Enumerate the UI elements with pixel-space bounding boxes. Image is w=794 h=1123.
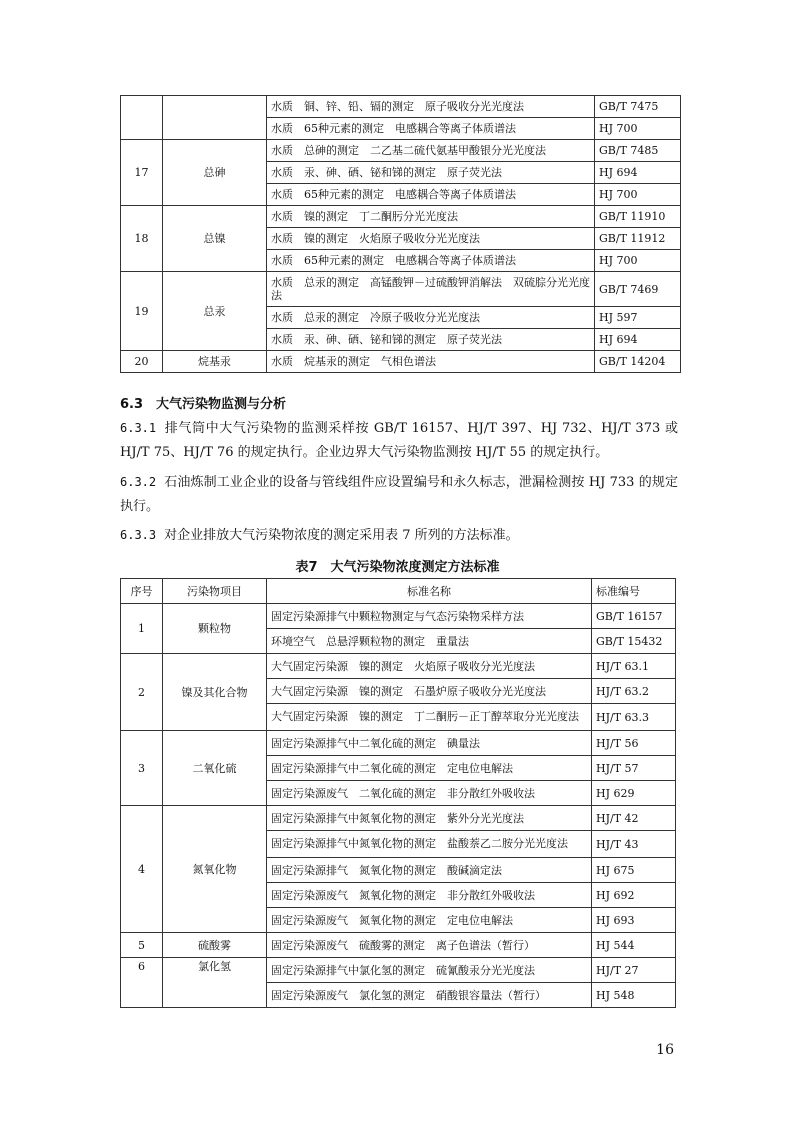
clause-text: 对企业排放大气污染物浓度的测定采用表 7 所列的方法标准。: [164, 528, 519, 543]
item-cell: 颗粒物: [163, 604, 267, 654]
item-cell: 总镍: [163, 206, 267, 272]
section-title: 大气污染物监测与分析: [156, 397, 287, 412]
item-cell: 二氧化硫: [163, 731, 267, 806]
table-caption: 表7 大气污染物浓度测定方法标准: [295, 560, 500, 575]
table-row: [121, 272, 681, 307]
method-cell: 水质 铜、锌、铅、镉的测定 原子吸收分光光度法: [267, 96, 595, 118]
table-row: [121, 206, 681, 228]
item-cell: 总汞: [163, 272, 267, 351]
standard-name-cell: 大气固定污染源 镍的测定 火焰原子吸收分光光度法: [267, 654, 592, 679]
standard-code-cell: HJ/T 43: [592, 831, 676, 858]
standard-name-cell: 固定污染源排气 氮氧化物的测定 酸碱滴定法: [267, 858, 592, 883]
method-cell: 水质 总汞的测定 冷原子吸收分光光度法: [267, 307, 595, 329]
item-cell: 总砷: [163, 140, 267, 206]
air-pollutant-methods-table: [120, 578, 676, 1008]
method-cell: 水质 65种元素的测定 电感耦合等离子体质谱法: [267, 118, 595, 140]
standard-code-cell: HJ/T 63.3: [592, 704, 676, 731]
standard-code-cell: HJ/T 63.2: [592, 679, 676, 704]
code-cell: HJ 694: [595, 162, 681, 184]
method-cell: 水质 65种元素的测定 电感耦合等离子体质谱法: [267, 250, 595, 272]
standard-code-cell: HJ/T 56: [592, 731, 676, 756]
paragraph-6-3-2: [120, 470, 678, 519]
code-cell: HJ 694: [595, 329, 681, 351]
code-cell: HJ 700: [595, 118, 681, 140]
method-cell: 水质 65种元素的测定 电感耦合等离子体质谱法: [267, 184, 595, 206]
serial-cell: 20: [121, 351, 163, 373]
table-row: [121, 654, 676, 679]
standard-code-cell: HJ 692: [592, 883, 676, 908]
standard-name-cell: 固定污染源排气中颗粒物测定与气态污染物采样方法: [267, 604, 592, 629]
standard-name-cell: 固定污染源排气中二氧化硫的测定 碘量法: [267, 731, 592, 756]
clause-number: 6.3.1: [120, 421, 157, 435]
item-cell: 硫酸雾: [163, 933, 267, 958]
header-standard-code: 标准编号: [592, 579, 676, 604]
serial-cell: 3: [121, 731, 163, 806]
code-cell: GB/T 11910: [595, 206, 681, 228]
code-cell: GB/T 11912: [595, 228, 681, 250]
paragraph-6-3-1: [120, 416, 678, 465]
table-row: [121, 351, 681, 373]
standard-code-cell: HJ 548: [592, 983, 676, 1008]
table-row: [121, 933, 676, 958]
serial-cell: 1: [121, 604, 163, 654]
code-cell: GB/T 7469: [595, 272, 681, 307]
code-cell: HJ 700: [595, 250, 681, 272]
method-cell: 水质 烷基汞的测定 气相色谱法: [267, 351, 595, 373]
method-cell: 水质 镍的测定 火焰原子吸收分光光度法: [267, 228, 595, 250]
standard-name-cell: 固定污染源废气 硫酸雾的测定 离子色谱法（暂行）: [267, 933, 592, 958]
clause-text: 石油炼制工业企业的设备与管线组件应设置编号和永久标志，泄漏检测按 HJ 733 的规定执行。: [120, 475, 678, 514]
standard-name-cell: 固定污染源废气 氮氧化物的测定 定电位电解法: [267, 908, 592, 933]
standard-name-cell: 固定污染源废气 氮氧化物的测定 非分散红外吸收法: [267, 883, 592, 908]
method-cell: 水质 汞、砷、硒、铋和锑的测定 原子荧光法: [267, 162, 595, 184]
standard-name-cell: 环境空气 总悬浮颗粒物的测定 重量法: [267, 629, 592, 654]
item-cell: 氮氧化物: [163, 806, 267, 933]
standard-name-cell: 固定污染源排气中氮氧化物的测定 紫外分光光度法: [267, 806, 592, 831]
header-item: 污染物项目: [163, 579, 267, 604]
standard-code-cell: HJ 675: [592, 858, 676, 883]
table-row: [121, 806, 676, 831]
table-row: [121, 140, 681, 162]
code-cell: GB/T 14204: [595, 351, 681, 373]
method-cell: 水质 总砷的测定 二乙基二硫代氨基甲酸银分光光度法: [267, 140, 595, 162]
standard-code-cell: HJ 544: [592, 933, 676, 958]
standard-code-cell: HJ/T 57: [592, 756, 676, 781]
item-cell: 镍及其化合物: [163, 654, 267, 731]
standard-code-cell: HJ 629: [592, 781, 676, 806]
page-number: 16: [656, 1042, 674, 1058]
serial-cell: 18: [121, 206, 163, 272]
code-cell: HJ 700: [595, 184, 681, 206]
standard-code-cell: HJ 693: [592, 908, 676, 933]
serial-cell: 6: [121, 958, 163, 1008]
header-standard-name: 标准名称: [267, 579, 592, 604]
table-row: [121, 958, 676, 983]
table-header-row: [121, 579, 676, 604]
serial-cell: 17: [121, 140, 163, 206]
serial-cell: 4: [121, 806, 163, 933]
serial-cell: 19: [121, 272, 163, 351]
item-cell: 烷基汞: [163, 351, 267, 373]
method-cell: 水质 汞、砷、硒、铋和锑的测定 原子荧光法: [267, 329, 595, 351]
standard-code-cell: GB/T 15432: [592, 629, 676, 654]
standard-code-cell: HJ/T 63.1: [592, 654, 676, 679]
standard-name-cell: 固定污染源排气中氯化氢的测定 硫氰酸汞分光光度法: [267, 958, 592, 983]
serial-cell: [121, 96, 163, 140]
code-cell: GB/T 7485: [595, 140, 681, 162]
standard-name-cell: 固定污染源废气 二氧化硫的测定 非分散红外吸收法: [267, 781, 592, 806]
code-cell: GB/T 7475: [595, 96, 681, 118]
method-cell: 水质 总汞的测定 高锰酸钾－过硫酸钾消解法 双硫腙分光光度法: [267, 272, 595, 307]
section-heading: [120, 393, 286, 412]
table-row: [121, 604, 676, 629]
header-serial: 序号: [121, 579, 163, 604]
table-row: [121, 731, 676, 756]
standard-name-cell: 固定污染源排气中氮氧化物的测定 盐酸萘乙二胺分光光度法: [267, 831, 592, 858]
clause-number: 6.3.2: [120, 475, 157, 489]
table-row: [121, 96, 681, 118]
standard-name-cell: 大气固定污染源 镍的测定 石墨炉原子吸收分光光度法: [267, 679, 592, 704]
paragraph-6-3-3: [120, 523, 678, 548]
standard-name-cell: 固定污染源排气中二氧化硫的测定 定电位电解法: [267, 756, 592, 781]
standard-code-cell: HJ/T 42: [592, 806, 676, 831]
code-cell: HJ 597: [595, 307, 681, 329]
standard-code-cell: HJ/T 27: [592, 958, 676, 983]
standard-name-cell: 大气固定污染源 镍的测定 丁二酮肟－正丁醇萃取分光光度法: [267, 704, 592, 731]
standard-name-cell: 固定污染源废气 氯化氢的测定 硝酸银容量法（暂行）: [267, 983, 592, 1008]
section-number: 6.3: [120, 397, 144, 412]
water-methods-table: [120, 95, 681, 373]
serial-cell: 2: [121, 654, 163, 731]
method-cell: 水质 镍的测定 丁二酮肟分光光度法: [267, 206, 595, 228]
clause-number: 6.3.3: [120, 528, 157, 542]
serial-cell: 5: [121, 933, 163, 958]
item-cell: [163, 96, 267, 140]
item-cell: 氯化氢: [163, 958, 267, 1008]
clause-text: 排气筒中大气污染物的监测采样按 GB/T 16157、HJ/T 397、HJ 732、HJ/T 373 或 HJ/T 75、HJ/T 76 的规定执行。企业边界大气污染物监测按 HJ/T 55 的规定执行。: [120, 421, 678, 460]
standard-code-cell: GB/T 16157: [592, 604, 676, 629]
